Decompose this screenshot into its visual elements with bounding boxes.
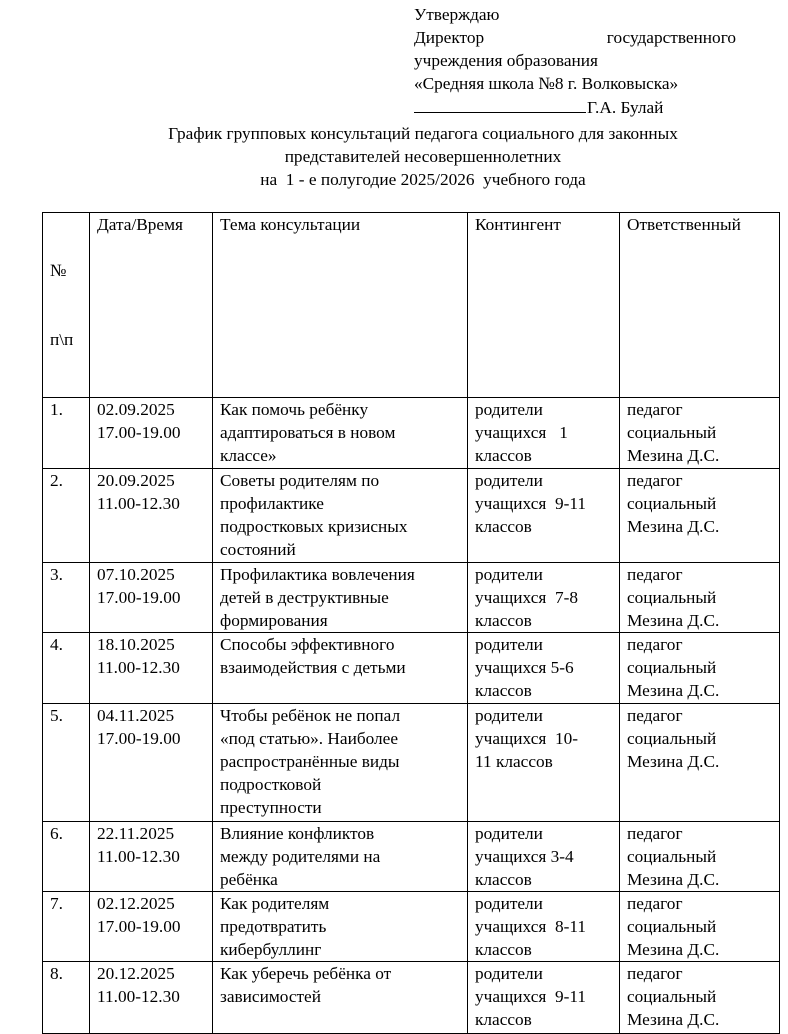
row-number: 5.: [50, 706, 63, 725]
responsible-line: социальный: [627, 847, 717, 866]
responsible-line: педагог: [627, 706, 683, 725]
header-responsible-label: Ответственный: [627, 215, 741, 234]
table-row: [43, 822, 780, 892]
topic-line: между родителями на: [220, 847, 381, 866]
responsible-line: социальный: [627, 588, 717, 607]
row-number: 1.: [50, 400, 63, 419]
contingent-line: классов: [475, 446, 532, 465]
cell-number: [43, 704, 90, 822]
table-row: [43, 633, 780, 704]
responsible-line: педагог: [627, 964, 683, 983]
contingent-line: родители: [475, 565, 543, 584]
cell-responsible: [620, 398, 780, 469]
cell-number: [43, 563, 90, 633]
cell-topic: [213, 704, 468, 822]
contingent-line: учащихся 3-4: [475, 847, 574, 866]
cell-contingent: [468, 398, 620, 469]
row-time: 17.00-19.00: [97, 729, 181, 748]
responsible-line: социальный: [627, 987, 717, 1006]
topic-line: преступности: [220, 798, 322, 817]
responsible-line: Мезина Д.С.: [627, 517, 720, 536]
header-contingent: [468, 213, 620, 398]
contingent-line: 11 классов: [475, 752, 553, 771]
cell-datetime: [90, 398, 213, 469]
responsible-line: Мезина Д.С.: [627, 870, 720, 889]
topic-line: формирования: [220, 611, 328, 630]
cell-topic: [213, 822, 468, 892]
row-number: 4.: [50, 635, 63, 654]
cell-responsible: [620, 563, 780, 633]
row-time: 11.00-12.30: [97, 494, 180, 513]
approval-heading: Утверждаю: [414, 5, 500, 24]
contingent-line: родители: [475, 964, 543, 983]
row-date: 02.12.2025: [97, 894, 175, 913]
topic-line: детей в деструктивные: [220, 588, 389, 607]
row-time: 11.00-12.30: [97, 658, 180, 677]
table-row: [43, 962, 780, 1034]
row-time: 11.00-12.30: [97, 847, 180, 866]
cell-responsible: [620, 822, 780, 892]
contingent-line: классов: [475, 870, 532, 889]
responsible-line: Мезина Д.С.: [627, 752, 720, 771]
cell-datetime: [90, 704, 213, 822]
row-date: 20.12.2025: [97, 964, 175, 983]
row-number: 7.: [50, 894, 63, 913]
consultation-schedule-table: [42, 212, 780, 1034]
cell-datetime: [90, 563, 213, 633]
topic-line: Как родителям: [220, 894, 330, 913]
topic-line: Как уберечь ребёнка от: [220, 964, 392, 983]
signature-underline: [414, 95, 586, 113]
title-line-2: представителей несовершеннолетних: [284, 147, 562, 166]
topic-line: адаптироваться в новом: [220, 423, 396, 442]
topic-line: Способы эффективного: [220, 635, 395, 654]
title-line-3: на 1 - е полугодие 2025/2026 учебного года: [260, 170, 586, 189]
topic-line: Профилактика вовлечения: [220, 565, 415, 584]
topic-line: Как помочь ребёнку: [220, 400, 369, 419]
cell-datetime: [90, 892, 213, 962]
contingent-line: родители: [475, 635, 543, 654]
row-number: 2.: [50, 471, 63, 490]
cell-topic: [213, 469, 468, 563]
title-line-1: График групповых консультаций педагога социального для законных: [168, 124, 678, 143]
responsible-line: социальный: [627, 729, 717, 748]
contingent-line: учащихся 10-: [475, 729, 578, 748]
topic-line: зависимостей: [220, 987, 321, 1006]
cell-contingent: [468, 962, 620, 1034]
cell-topic: [213, 962, 468, 1034]
topic-line: подростковых кризисных: [220, 517, 408, 536]
cell-datetime: [90, 822, 213, 892]
contingent-line: классов: [475, 940, 532, 959]
row-number: 8.: [50, 964, 63, 983]
cell-number: [43, 892, 90, 962]
responsible-line: социальный: [627, 917, 717, 936]
table-header-row: [43, 213, 780, 398]
header-number-line-2: п\п: [50, 330, 74, 349]
row-time: 17.00-19.00: [97, 588, 181, 607]
contingent-line: родители: [475, 400, 543, 419]
cell-topic: [213, 633, 468, 704]
table-row: [43, 563, 780, 633]
approval-position-line: [414, 26, 736, 49]
cell-contingent: [468, 469, 620, 563]
cell-responsible: [620, 633, 780, 704]
responsible-line: педагог: [627, 635, 683, 654]
topic-line: взаимодействия с детьми: [220, 658, 406, 677]
cell-topic: [213, 398, 468, 469]
row-date: 04.11.2025: [97, 706, 175, 725]
contingent-line: классов: [475, 681, 532, 700]
responsible-line: Мезина Д.С.: [627, 681, 720, 700]
topic-line: предотвратить: [220, 917, 327, 936]
contingent-line: учащихся 5-6: [475, 658, 574, 677]
row-time: 17.00-19.00: [97, 423, 181, 442]
responsible-line: социальный: [627, 494, 717, 513]
header-contingent-label: Контингент: [475, 215, 561, 234]
approval-school-name: «Средняя школа №8 г. Волковыска»: [414, 74, 679, 93]
cell-number: [43, 822, 90, 892]
table-row: [43, 469, 780, 563]
contingent-line: родители: [475, 471, 543, 490]
header-datetime-label: Дата/Время: [97, 215, 183, 234]
topic-line: состояний: [220, 540, 296, 559]
topic-line: Советы родителям по: [220, 471, 380, 490]
cell-contingent: [468, 892, 620, 962]
responsible-line: социальный: [627, 658, 717, 677]
cell-datetime: [90, 469, 213, 563]
header-responsible: [620, 213, 780, 398]
responsible-line: педагог: [627, 565, 683, 584]
topic-line: классе»: [220, 446, 277, 465]
row-number: 3.: [50, 565, 63, 584]
header-topic: [213, 213, 468, 398]
topic-line: Влияние конфликтов: [220, 824, 375, 843]
row-number: 6.: [50, 824, 63, 843]
cell-number: [43, 962, 90, 1034]
contingent-line: классов: [475, 1010, 532, 1029]
approval-signature-line: [414, 95, 736, 118]
approval-position-right: государственного: [606, 28, 736, 47]
approval-position-left: Директор: [414, 28, 485, 47]
responsible-line: Мезина Д.С.: [627, 940, 720, 959]
topic-line: Чтобы ребёнок не попал: [220, 706, 401, 725]
responsible-line: Мезина Д.С.: [627, 1010, 720, 1029]
cell-number: [43, 469, 90, 563]
responsible-line: педагог: [627, 894, 683, 913]
row-time: 17.00-19.00: [97, 917, 181, 936]
contingent-line: учащихся 9-11: [475, 987, 586, 1006]
cell-responsible: [620, 962, 780, 1034]
responsible-line: педагог: [627, 824, 683, 843]
topic-line: распространённые виды: [220, 752, 400, 771]
topic-line: ребёнка: [220, 870, 278, 889]
cell-datetime: [90, 962, 213, 1034]
topic-line: подростковой: [220, 775, 322, 794]
row-date: 07.10.2025: [97, 565, 175, 584]
table-row: [43, 398, 780, 469]
cell-responsible: [620, 704, 780, 822]
approval-institution-line: учреждения образования: [414, 51, 598, 70]
responsible-line: педагог: [627, 471, 683, 490]
contingent-line: учащихся 1: [475, 423, 568, 442]
cell-number: [43, 398, 90, 469]
cell-responsible: [620, 892, 780, 962]
header-number: [43, 213, 90, 398]
contingent-line: учащихся 7-8: [475, 588, 578, 607]
cell-responsible: [620, 469, 780, 563]
contingent-line: учащихся 8-11: [475, 917, 586, 936]
contingent-line: классов: [475, 611, 532, 630]
contingent-line: родители: [475, 894, 543, 913]
header-number-line-1: №: [50, 261, 67, 280]
topic-line: «под статью». Наиболее: [220, 729, 398, 748]
responsible-line: педагог: [627, 400, 683, 419]
table-row: [43, 704, 780, 822]
header-topic-label: Тема консультации: [220, 215, 361, 234]
contingent-line: родители: [475, 706, 543, 725]
row-date: 20.09.2025: [97, 471, 175, 490]
responsible-line: Мезина Д.С.: [627, 446, 720, 465]
row-time: 11.00-12.30: [97, 987, 180, 1006]
cell-contingent: [468, 822, 620, 892]
cell-contingent: [468, 633, 620, 704]
cell-contingent: [468, 704, 620, 822]
signature-name: Г.А. Булай: [587, 98, 664, 117]
cell-contingent: [468, 563, 620, 633]
approval-block: [414, 3, 736, 118]
cell-number: [43, 633, 90, 704]
cell-datetime: [90, 633, 213, 704]
cell-topic: [213, 892, 468, 962]
table-row: [43, 892, 780, 962]
document-title: [0, 122, 788, 191]
row-date: 18.10.2025: [97, 635, 175, 654]
topic-line: кибербуллинг: [220, 940, 322, 959]
contingent-line: классов: [475, 517, 532, 536]
row-date: 02.09.2025: [97, 400, 175, 419]
topic-line: профилактике: [220, 494, 324, 513]
cell-topic: [213, 563, 468, 633]
responsible-line: Мезина Д.С.: [627, 611, 720, 630]
contingent-line: родители: [475, 824, 543, 843]
header-datetime: [90, 213, 213, 398]
row-date: 22.11.2025: [97, 824, 175, 843]
responsible-line: социальный: [627, 423, 717, 442]
contingent-line: учащихся 9-11: [475, 494, 586, 513]
